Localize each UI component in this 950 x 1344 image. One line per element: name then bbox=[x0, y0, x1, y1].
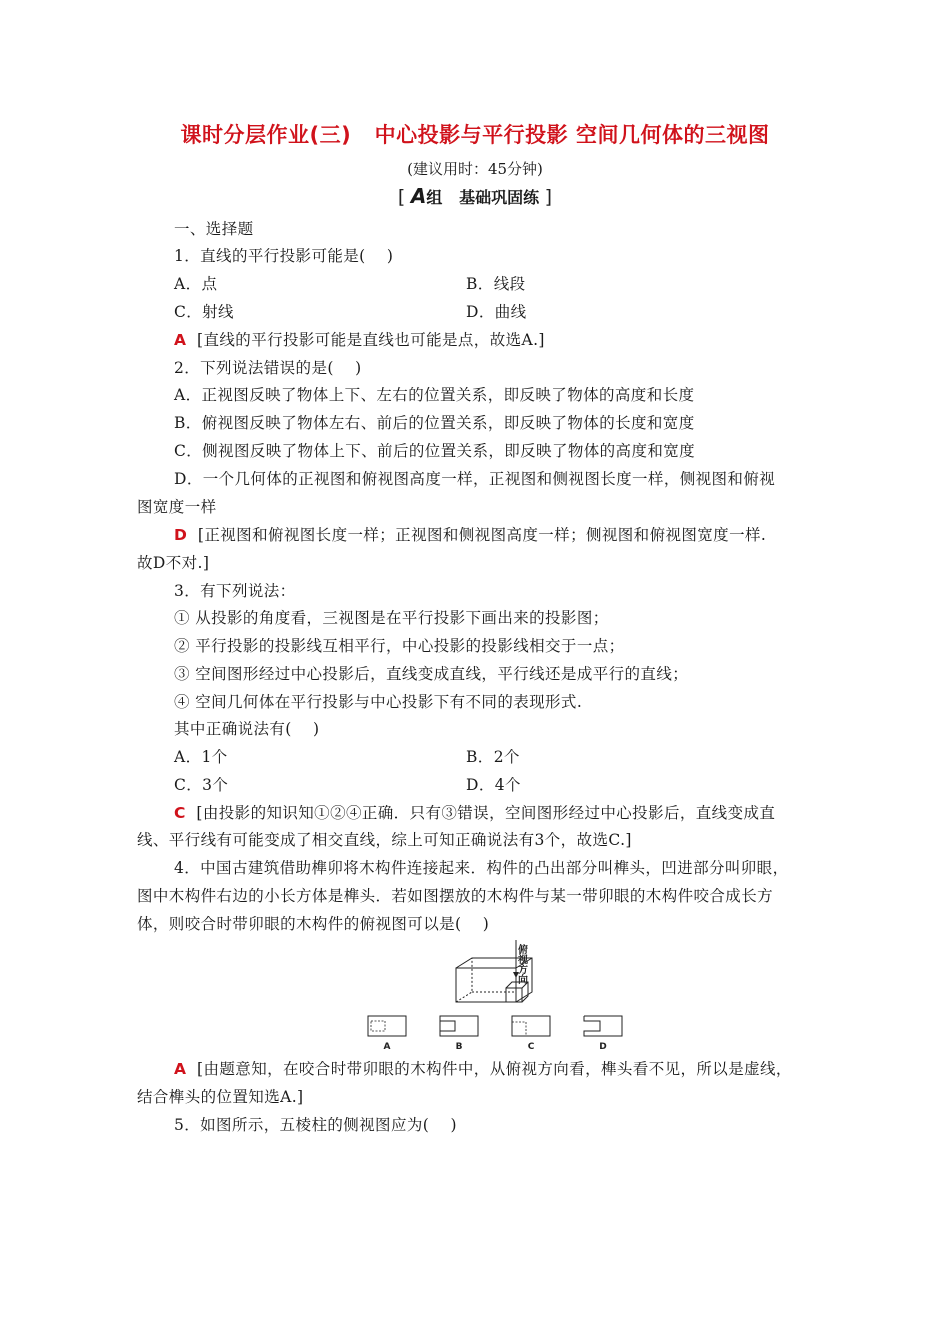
view-direction-label: 俯视方向 bbox=[515, 944, 527, 984]
q3-answer-line bbox=[174, 803, 775, 823]
q1-option-b: B．线段 bbox=[466, 275, 526, 293]
page-subtitle: (建议用时：45分钟) bbox=[407, 160, 543, 178]
q4-explanation-line2: 结合榫头的位置知选A.] bbox=[137, 1088, 304, 1106]
group-letter: A bbox=[410, 184, 427, 208]
q2-answer-line bbox=[174, 525, 766, 545]
q2-stem: 2．下列说法错误的是( ) bbox=[174, 359, 362, 377]
option-c-top-view bbox=[512, 1016, 550, 1036]
q3-stem: 3．有下列说法： bbox=[174, 582, 296, 600]
option-b-label: B bbox=[455, 1042, 463, 1052]
q3-explanation-line1: [由投影的知识知①②④正确．只有③错误，空间图形经过中心投影后，直线变成直 bbox=[185, 804, 776, 822]
q4-stem-line1: 4．中国古建筑借助榫卯将木构件连接起来．构件的凸出部分叫榫头，凹进部分叫卯眼， bbox=[174, 859, 789, 877]
q4-answer: A bbox=[174, 1060, 187, 1078]
q1-option-c: C．射线 bbox=[174, 303, 234, 321]
group-heading bbox=[0, 184, 950, 208]
group-label: 组 基础巩固练 bbox=[426, 188, 540, 207]
q4-explanation-line1: [由题意知，在咬合时带卯眼的木构件中，从俯视方向看，榫头看不见，所以是虚线， bbox=[186, 1060, 792, 1078]
option-d-label: D bbox=[599, 1042, 607, 1052]
left-bracket: [ bbox=[397, 186, 406, 208]
option-d-top-view bbox=[584, 1016, 622, 1036]
q2-option-d-line1: D．一个几何体的正视图和俯视图高度一样，正视图和侧视图长度一样，侧视图和俯视 bbox=[174, 470, 776, 488]
q3-answer: C bbox=[174, 804, 186, 822]
option-b-top-view bbox=[440, 1016, 478, 1036]
q3-statement-3: ③ 空间图形经过中心投影后，直线变成直线，平行线还是成平行的直线； bbox=[174, 665, 689, 683]
q3-option-d: D．4个 bbox=[466, 776, 521, 794]
q2-explanation-line1: [正视图和俯视图长度一样；正视图和侧视图高度一样；侧视图和俯视图宽度一样. bbox=[187, 526, 767, 544]
q2-explanation-line2: 故D不对.] bbox=[137, 554, 210, 572]
q1-explanation: [直线的平行投影可能是直线也可能是点，故选A.] bbox=[186, 331, 545, 349]
option-a-top-view bbox=[368, 1016, 406, 1036]
q1-answer-line bbox=[174, 330, 545, 350]
page-title: 课时分层作业(三) 中心投影与平行投影 空间几何体的三视图 bbox=[180, 123, 770, 147]
q3-statement-1: ① 从投影的角度看，三视图是在平行投影下画出来的投影图； bbox=[174, 609, 609, 627]
q1-option-d: D．曲线 bbox=[466, 303, 527, 321]
q2-option-d-line2: 图宽度一样 bbox=[137, 498, 217, 516]
q1-option-a: A．点 bbox=[174, 275, 218, 293]
right-bracket: ] bbox=[544, 186, 553, 208]
mortise-tenon-figure bbox=[360, 936, 630, 1054]
q2-option-a: A．正视图反映了物体上下、左右的位置关系，即反映了物体的高度和长度 bbox=[174, 386, 695, 404]
q5-stem: 5．如图所示，五棱柱的侧视图应为( ) bbox=[174, 1116, 457, 1134]
q2-option-c: C．侧视图反映了物体上下、前后的位置关系，即反映了物体的高度和宽度 bbox=[174, 442, 696, 460]
option-a-label: A bbox=[383, 1042, 391, 1052]
q3-statement-4: ④ 空间几何体在平行投影与中心投影下有不同的表现形式. bbox=[174, 693, 583, 711]
q3-option-c: C．3个 bbox=[174, 776, 229, 794]
q2-answer: D bbox=[174, 526, 188, 544]
q3-option-b: B．2个 bbox=[466, 748, 520, 766]
q1-stem: 1．直线的平行投影可能是( ) bbox=[174, 247, 394, 265]
section-heading: 一、选择题 bbox=[174, 220, 254, 238]
q1-answer: A bbox=[174, 331, 187, 349]
q2-option-b: B．俯视图反映了物体左右、前后的位置关系，即反映了物体的长度和宽度 bbox=[174, 414, 695, 432]
q4-answer-line bbox=[174, 1059, 792, 1079]
q3-ask: 其中正确说法有( ) bbox=[174, 720, 320, 738]
q4-stem-line2: 图中木构件右边的小长方体是榫头．若如图摆放的木构件与某一带卯眼的木构件咬合成长方 bbox=[137, 887, 774, 905]
q3-option-a: A．1个 bbox=[174, 748, 228, 766]
option-c-label: C bbox=[527, 1042, 535, 1052]
q4-stem-line3: 体，则咬合时带卯眼的木构件的俯视图可以是( ) bbox=[137, 915, 490, 933]
q3-statement-2: ② 平行投影的投影线互相平行，中心投影的投影线相交于一点； bbox=[174, 637, 625, 655]
q3-explanation-line2: 线、平行线有可能变成了相交直线，综上可知正确说法有3个，故选C.] bbox=[137, 831, 632, 849]
